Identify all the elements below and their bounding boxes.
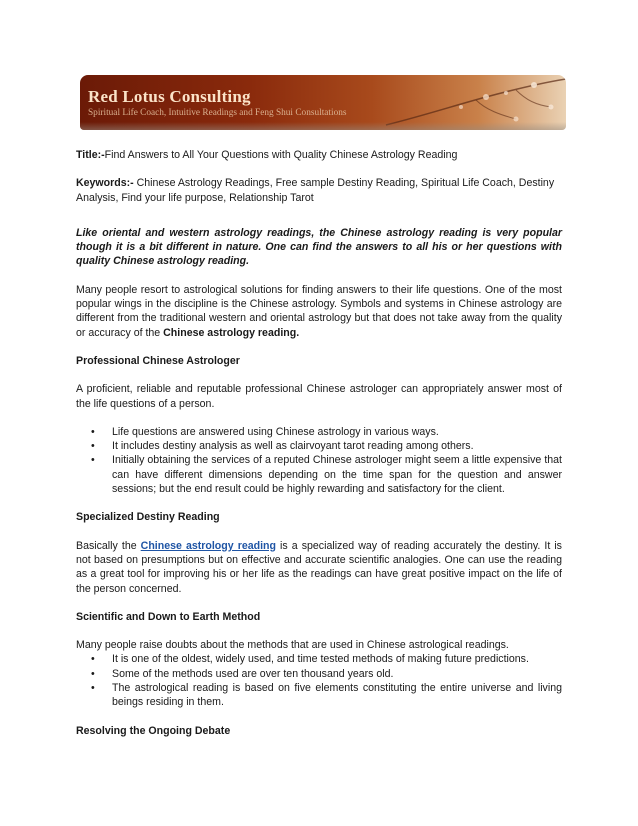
heading-specialized-destiny-reading: Specialized Destiny Reading: [76, 511, 220, 524]
list-item: • Some of the methods used are over ten thousand years old.: [91, 667, 394, 680]
keywords-text: Chinese Astrology Readings, Free sample Destiny Reading, Spiritual Life Coach, Destiny Analysis, Find your life purpose, Relationship Tarot: [76, 177, 555, 204]
chinese-astrology-reading-link[interactable]: Chinese astrology reading: [140, 539, 276, 552]
list-item: • Life questions are answered using Chinese astrology in various ways.: [91, 425, 439, 438]
section3-bullet-list: [76, 652, 562, 709]
title-label: Title:-: [76, 149, 105, 161]
bullet-icon: •: [91, 653, 95, 666]
list-item: • The astrological reading is based on five elements constituting the entire universe and living beings residing in them.: [91, 682, 562, 709]
bullet-icon: •: [91, 454, 95, 467]
bullet-icon: •: [91, 440, 95, 453]
bullet-icon: •: [91, 667, 95, 680]
paragraph-1-bold: Chinese astrology reading.: [163, 326, 300, 339]
section1-bullet-list: [76, 425, 562, 496]
intro-paragraph: Like oriental and western astrology readings, the Chinese astrology reading is very popular though it is a bit different in nature. One can find the answers to all his or her questions with quality Chinese astrology reading.: [76, 226, 562, 268]
banner-shadow: [80, 122, 566, 130]
list-item: • It is one of the oldest, widely used, and time tested methods of making future predictions.: [91, 653, 529, 666]
title-line: [76, 148, 562, 162]
section1-paragraph: A proficient, reliable and reputable professional Chinese astrologer can appropriately answer most of the life questions of a person.: [76, 383, 562, 410]
company-name: Red Lotus Consulting: [88, 87, 251, 106]
heading-scientific-method: Scientific and Down to Earth Method: [76, 610, 261, 623]
keywords-label: Keywords:-: [76, 177, 134, 190]
list-item: • Initially obtaining the services of a reputed Chinese astrologer might seem a little expensive that can have different dimensions depending on the time span for the question and answer sessions; but the end result could be highly rewarding and satisfactory for the client.: [91, 454, 562, 496]
section2-paragraph: Basically the Chinese astrology reading is a specialized way of reading accurately the destiny. It is not based on presumptions but on effective and accurate scientific analogies. One can use the reading as a great tool for improving his or her life as the readings can have great positive impact on the life of the person concerned.: [76, 539, 562, 595]
paragraph-1-text: Many people resort to astrological solutions for finding answers to their life questions. One of the most popular wings in the discipline is the Chinese astrology. Symbols and systems in Chinese astrology are different from the traditional western and oriental astrology but that does not take away from the quality or accuracy of the: [76, 283, 562, 339]
section3-paragraph: Many people raise doubts about the methods that are used in Chinese astrological readings.: [76, 639, 509, 652]
title-text: Find Answers to All Your Questions with Quality Chinese Astrology Reading: [104, 149, 458, 161]
paragraph-1: [76, 283, 562, 340]
heading-professional-astrologer: Professional Chinese Astrologer: [76, 354, 240, 367]
document-body: [76, 148, 562, 738]
keywords-line: [76, 176, 562, 205]
heading-resolving-debate: Resolving the Ongoing Debate: [76, 724, 231, 737]
company-tagline: Spiritual Life Coach, Intuitive Readings and Feng Shui Consultations: [88, 108, 347, 118]
bullet-icon: •: [91, 425, 95, 438]
bullet-icon: •: [91, 682, 95, 695]
list-item: • It includes destiny analysis as well as clairvoyant tarot reading among others.: [91, 440, 474, 453]
header-banner: [80, 75, 566, 130]
